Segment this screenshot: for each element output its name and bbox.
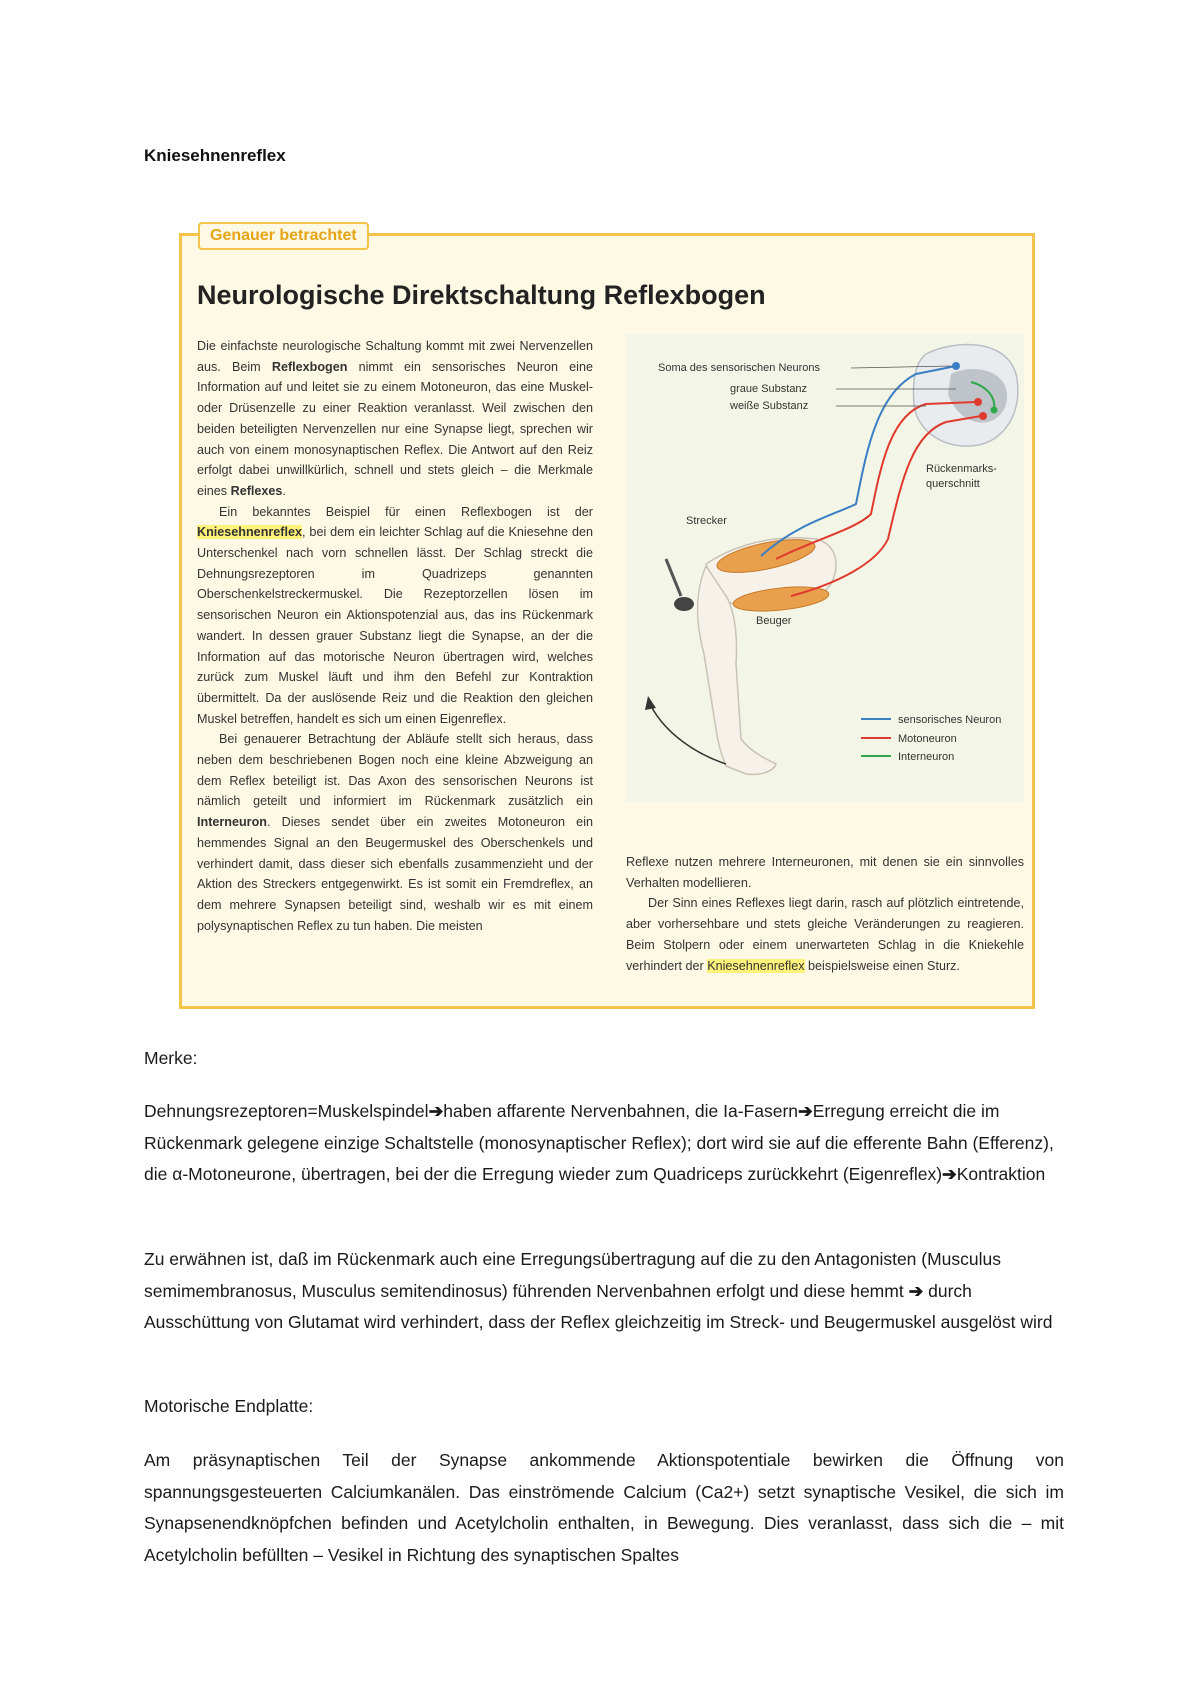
- label-extensor: Strecker: [686, 515, 727, 527]
- page-title: Kniesehnenreflex: [144, 146, 286, 165]
- legend-motoneuron: Motoneuron: [898, 733, 957, 745]
- figure-left-column: [197, 336, 593, 936]
- figure-title: Neurologische Direktschaltung Reflexbogen: [197, 280, 766, 310]
- label-spinal-cord-2: querschnitt: [926, 478, 980, 490]
- label-grey-matter: graue Substanz: [730, 383, 808, 395]
- endplatte-label: Motorische Endplatte:: [144, 1396, 314, 1416]
- paragraph-antagonists: Zu erwähnen ist, daß im Rückenmark auch eine Erregungsübertragung auf die zu den Antagonisten (Musculus semimembranosus, Musculus semitendinosus) führenden Nervenbahnen erfolgt und diese hemmt ➔ durch Ausschüttung von Glutamat wird verhindert, dass der Reflex gleichzeitig im Streck- und Beugermuskel ausgelöst wird: [144, 1249, 1053, 1332]
- reflex-hammer-icon: [674, 597, 694, 611]
- label-soma: Soma des sensorischen Neurons: [658, 362, 821, 374]
- figure-paragraph: Ein bekanntes Beispiel für einen Reflexbogen ist der Kniesehnenreflex, bei dem ein leichter Schlag auf die Kniesehne den Unterschenkel nach vorn schnellen lässt. Der Schlag streckt die Dehnungsrezeptoren im Quadrizeps genannten Oberschenkelstreckermuskel. Die Rezeptorzellen lösen im sensorischen Neuron ein Aktionspotenzial aus, das ins Rückenmark wandert. In dessen grauer Substanz liegt die Synapse, an der die Information auf das motorische Neuron übertragen wird, welches zurück zum Muskel läuft und ihm den Befehl zur Kontraktion übermittelt. Da der auslösende Reiz und die Reaktion den gleichen Muskel betreffen, handelt es sich um einen Eigenreflex.: [197, 504, 593, 726]
- interneuron-soma: [991, 407, 998, 414]
- paragraph-reflex-summary: Dehnungsrezeptoren=Muskelspindel➔haben affarente Nervenbahnen, die Ia-Fasern➔Erregung erreicht die im Rückenmark gelegene einzige Schaltstelle (monosynaptischer Reflex); dort wird sie auf die efferente Bahn (Efferenz), die α-Motoneurone, übertragen, bei der die Erregung wieder zum Quadriceps zurückkehrt (Eigenreflex)➔Kontraktion: [144, 1101, 1054, 1184]
- reflex-arc-diagram: [626, 334, 1024, 802]
- paragraph-endplatte: Am präsynaptischen Teil der Synapse ankommende Aktionspotentiale bewirken die Öffnung von spannungsgesteuerten Calciumkanälen. Das einströmende Calcium (Ca2+) setzt synaptische Vesikel, die sich im Synapsenendknöpfchen befinden und Acetylcholin enthalten, in Bewegung. Dies veranlasst, dass sich die – mit Acetylcholin befüllten – Vesikel in Richtung des synaptischen Spaltes: [144, 1450, 1064, 1565]
- figure-tag: Genauer betrachtet: [198, 222, 369, 250]
- figure-paragraph: Bei genauerer Betrachtung der Abläufe stellt sich heraus, dass neben dem beschriebenen Bogen noch eine kleine Abzweigung an dem Reflex beteiligt ist. Das Axon des sensorischen Neurons ist nämlich geteilt und informiert im Rückenmark zusätzlich ein Interneuron. Dieses sendet über ein zweites Motoneuron ein hemmendes Signal an den Beugermuskel des Oberschenkels und verhindert damit, dass dieser sich ebenfalls zusammenzieht und der Aktion des Streckers entgegenwirkt. Es ist somit ein Fremdreflex, an dem mehrere Synapsen beteiligt sind, weshalb wir es mit einem polysynaptischen Reflex zu tun haben. Die meisten: [197, 732, 593, 933]
- motoneuron-soma-2: [979, 412, 987, 420]
- arrow-icon: ➔: [942, 1164, 957, 1184]
- figure-right-column: [626, 852, 1024, 976]
- figure-paragraph: Die einfachste neurologische Schaltung kommt mit zwei Nervenzellen aus. Beim Reflexbogen nimmt ein sensorisches Neuron eine Information auf und leitet sie zu einem Motoneuron, das eine Muskel- oder Drüsenzelle zu einer Reaktion veranlasst. Weil zwischen den beiden beteiligten Nervenzellen nur eine Synapse liegt, sprechen wir auch von einem monosynaptischen Reflex. Die Antwort auf den Reiz erfolgt dabei unwillkürlich, schnell und stets gleich – die Merkmale eines Reflexes.: [197, 339, 593, 498]
- arrow-icon: ➔: [798, 1101, 813, 1121]
- motoneuron-soma: [974, 398, 982, 406]
- label-flexor: Beuger: [756, 615, 792, 627]
- arrowhead-icon: [645, 696, 656, 710]
- legend-interneuron: Interneuron: [898, 751, 955, 763]
- figure-paragraph: Reflexe nutzen mehrere Interneuronen, mit denen sie ein sinnvolles Verhalten modellieren.: [626, 855, 1024, 890]
- label-white-matter: weiße Substanz: [730, 400, 809, 412]
- textbook-figure: [179, 227, 1035, 1009]
- label-spinal-cord-1: Rückenmarks-: [926, 463, 997, 475]
- merke-label: Merke:: [144, 1048, 198, 1068]
- figure-paragraph: Der Sinn eines Reflexes liegt darin, rasch auf plötzlich eintretende, aber vorhersehbare und stets gleiche Veränderungen zu reagieren. Beim Stolpern oder einem unerwarteten Schlag in die Kniekehle verhindert der Kniesehnenreflex beispielsweise einen Sturz.: [626, 896, 1024, 973]
- legend-sensory: sensorisches Neuron: [898, 714, 1002, 726]
- arrow-icon: ➔: [428, 1101, 444, 1121]
- arrow-icon: ➔: [908, 1280, 924, 1301]
- sensory-soma: [952, 362, 960, 370]
- hammer-handle: [666, 559, 681, 596]
